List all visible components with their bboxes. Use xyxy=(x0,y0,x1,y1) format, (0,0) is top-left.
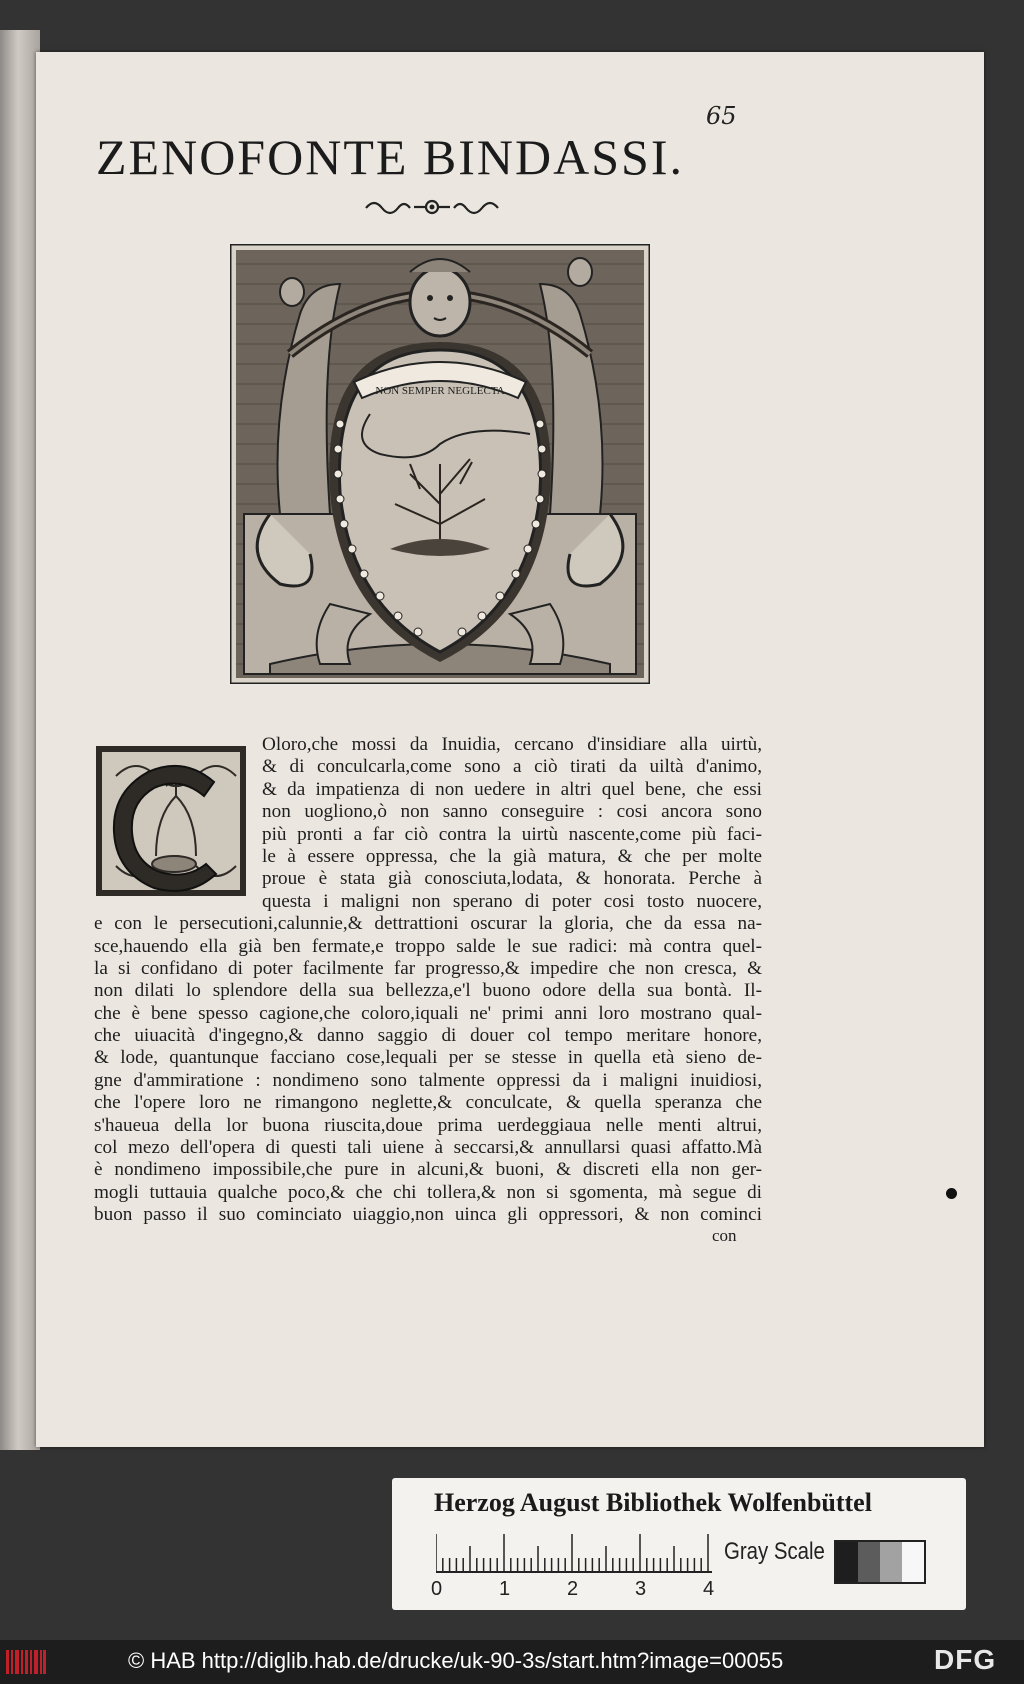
text-line: che è bene spesso cagione,che coloro,iquali ne' primi anni loro mostrano qual- xyxy=(94,1002,762,1024)
gray-patch xyxy=(836,1542,858,1582)
text-line: che l'opere loro ne rimangono neglette,& conculcate, & quella speranza che xyxy=(94,1092,762,1114)
text-line: buon passo il suo cominciato uiaggio,non uinca gli oppressori, & non cominci xyxy=(94,1204,762,1226)
ruler-label: 1 xyxy=(499,1578,511,1600)
ruler-label: 0 xyxy=(431,1578,443,1600)
adjacent-page-edge xyxy=(0,30,40,1450)
text-line: & da impatienza di non uedere in altri quel bene, che essi xyxy=(262,778,762,800)
title-ornament xyxy=(362,196,502,218)
footer-credit: © HAB http://diglib.hab.de/drucke/uk-90-3s/start.htm?image=00055 xyxy=(128,1648,784,1673)
ruler-label: 3 xyxy=(635,1578,647,1600)
text-line: non uogliono,ò non sanno conseguire : cosi ancora sono xyxy=(262,801,762,823)
gray-scale-label: Gray Scale xyxy=(724,1538,825,1565)
gray-patch xyxy=(858,1542,880,1582)
barcode-icon xyxy=(6,1648,46,1676)
text-line: sce,hauendo ella già ben fermate,e troppo salde le sue radici: mà contra quel- xyxy=(94,935,762,957)
text-line: è nondimeno impossibile,che pure in alcuni,& buoni, & discreti ella non ger- xyxy=(94,1159,762,1181)
text-line: la si confidano di poter facilmente far progresso,& impedire che non cresca, & xyxy=(94,957,762,979)
text-line: & di conculcarla,come sono a ciò tirati da uiltà d'animo, xyxy=(262,756,762,778)
text-line: le à essere oppressa, che la già matura, & che per molte xyxy=(262,845,762,867)
page-number: 65 xyxy=(706,102,737,130)
page-title: ZENOFONTE BINDASSI. xyxy=(96,129,684,185)
text-line: col mezo dell'opera di questi tali uiene à seccarsi,& annullarsi quasi affatto.Mà xyxy=(94,1137,762,1159)
body-text xyxy=(94,734,762,1227)
text-line: che uiuacità d'ingegno,& danno saggio di douer col tempo meritare honore, xyxy=(94,1025,762,1047)
text-line: e con le persecutioni,calunnie,& dettrattioni oscurar la gloria, che da essa na- xyxy=(94,913,762,935)
gray-patch xyxy=(902,1542,924,1582)
gray-patch xyxy=(880,1542,902,1582)
color-reference-card xyxy=(392,1478,966,1610)
text-line: proue è stata già conosciuta,lodata, & honorata. Perche à xyxy=(262,868,762,890)
emblem-motto: NON SEMPER NEGLECTA xyxy=(375,385,505,397)
ruler-label: 2 xyxy=(567,1578,579,1600)
text-line: più pronti a far ciò contra la uirtù nascente,come più faci- xyxy=(262,823,762,845)
scale-ruler xyxy=(436,1534,712,1574)
text-line: gne d'ammiratione : nondimeno sono talmente oppressi da i maligni inuidiosi, xyxy=(94,1069,762,1091)
institution-name: Herzog August Bibliothek Wolfenbüttel xyxy=(434,1488,872,1517)
text-line: mogli tuttauia qualche poco,& che chi tollera,& non si sgomenta, mà segue di xyxy=(94,1181,762,1203)
ink-spot xyxy=(946,1188,957,1199)
text-line: Oloro,che mossi da Inuidia, cercano d'insidiare alla uirtù, xyxy=(262,734,762,755)
footer-bar xyxy=(0,1640,1024,1684)
text-line: s'haueua della lor buona riuscita,doue prima uerdeggiaua nelle menti altrui, xyxy=(94,1114,762,1136)
emblem-engraving xyxy=(230,244,650,684)
gray-scale-swatch xyxy=(834,1540,926,1584)
ruler-label: 4 xyxy=(703,1578,715,1600)
text-line: non dilati lo splendore della sua bellezza,e'l buono odore della sua bontà. Il- xyxy=(94,980,762,1002)
text-line: & lode, quantunque facciano cose,lequali per se stesse in quella età sieno de- xyxy=(94,1047,762,1069)
dfg-logo: DFG xyxy=(934,1644,997,1675)
catchword: con xyxy=(712,1226,737,1245)
text-line: questa i maligni non sperano di poter cosi tosto nuocere, xyxy=(262,890,762,912)
